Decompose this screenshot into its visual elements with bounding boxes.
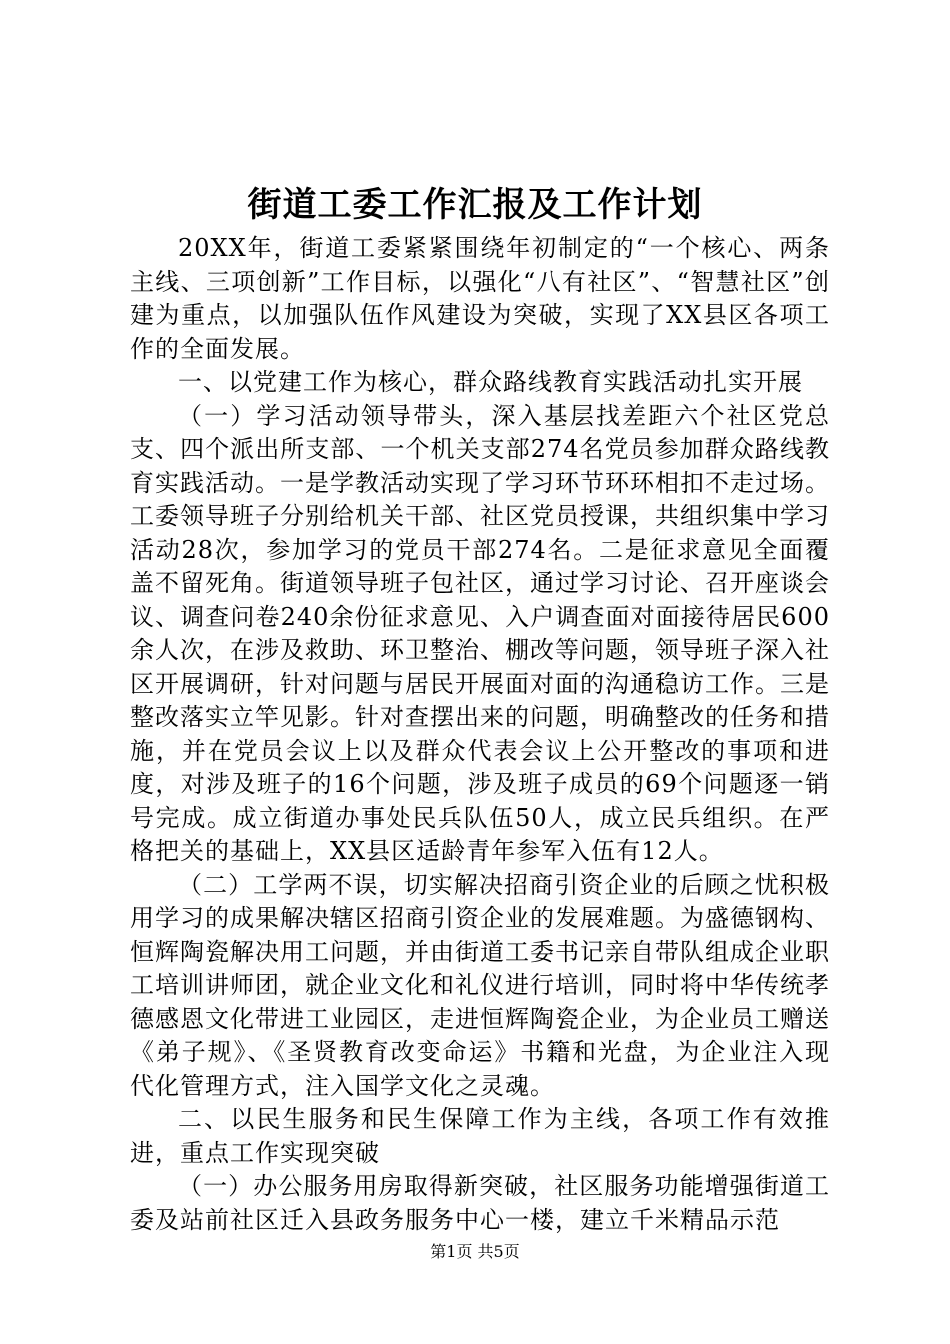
page-footer: 第1页 共5页 <box>430 1242 520 1261</box>
document-title: 街道工委工作汇报及工作计划 <box>247 185 703 225</box>
paragraph-1-1: （一）学习活动领导带头，深入基层找差距六个社区党总支、四个派出所支部、一个机关支部274名党员参加群众路线教育实践活动。一是学教活动实现了学习环节环环相扣不走过场。工委领导班子分别给机关干部、社区党员授课，共组织集中学习活动28次，参加学习的党员干部274名。二是征求意见全面覆盖不留死角。街道领导班子包社区，通过学习讨论、召开座谈会议、调查问卷240余份征求意见、入户调查面对面接待居民600余人次，在涉及救助、环卫整治、棚改等问题，领导班子深入社区开展调研，针对问题与居民开展面对面的沟通稳访工作。三是整改落实立竿见影。针对查摆出来的问题，明确整改的任务和措施，并在党员会议上以及群众代表会议上公开整改的事项和进度，对涉及班子的16个问题，涉及班子成员的69个问题逐一销号完成。成立街道办事处民兵队伍50人，成立民兵组织。在严格把关的基础上，XX县区适龄青年参军入伍有12人。 <box>130 401 830 865</box>
paragraph-1-2: （二）工学两不误，切实解决招商引资企业的后顾之忧积极用学习的成果解决辖区招商引资企业的发展难题。为盛德钢构、恒辉陶瓷解决用工问题，并由街道工委书记亲自带队组成企业职工培训讲师团，就企业文化和礼仪进行培训，同时将中华传统孝德感恩文化带进工业园区，走进恒辉陶瓷企业，为企业员工赠送《弟子规》、《圣贤教育改变命运》书籍和光盘，为企业注入现代化管理方式，注入国学文化之灵魂。 <box>130 870 830 1100</box>
section-heading-1: 一、以党建工作为核心，群众路线教育实践活动扎实开展 <box>178 368 803 396</box>
paragraph-intro: 20XX年，街道工委紧紧围绕年初制定的“一个核心、两条主线、三项创新”工作目标，以强化“八有社区”、“智慧社区”创建为重点，以加强队伍作风建设为突破，实现了XX县区各项工作的全面发展。 <box>130 234 830 363</box>
paragraph-2-1: （一）办公服务用房取得新突破，社区服务功能增强街道工委及站前社区迁入县政务服务中心一楼，建立千米精品示范 <box>130 1172 830 1234</box>
section-heading-2: 二、以民生服务和民生保障工作为主线，各项工作有效推进，重点工作实现突破 <box>130 1105 830 1167</box>
document-body <box>130 232 830 1237</box>
